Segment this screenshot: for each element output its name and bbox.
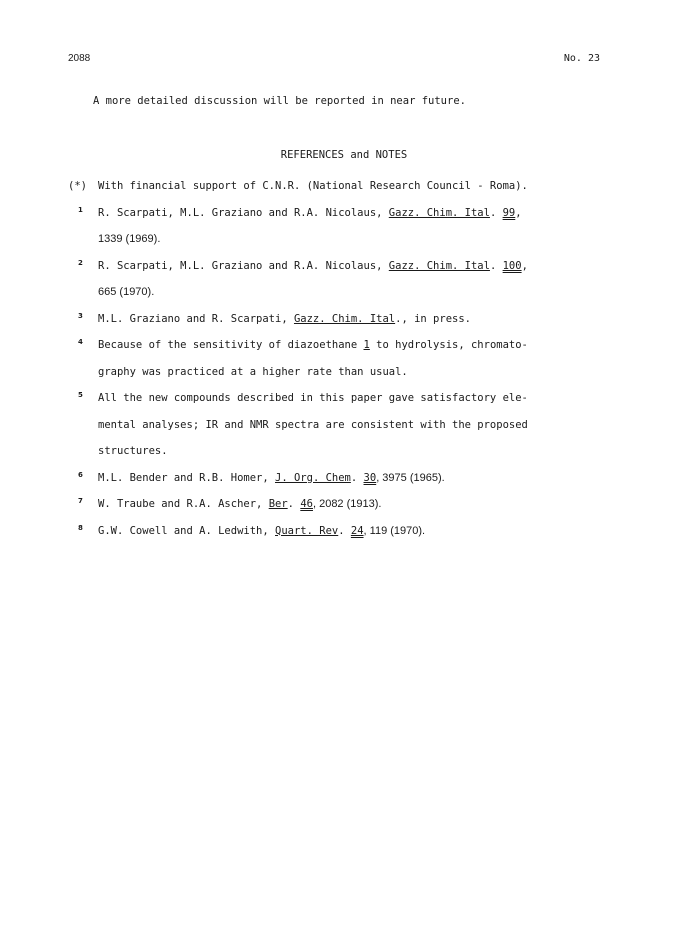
reference-authors: M.L. Bender and R.B. Homer, [98, 471, 276, 484]
reference-authors: W. Traube and R.A. Ascher, [98, 498, 269, 510]
reference-punct: , [515, 206, 522, 219]
journal-name: J. Org. Chem [275, 471, 351, 484]
reference-rest: , 119 (1970). [363, 524, 426, 537]
reference-authors: R. Scarpati, M.L. Graziano and R.A. Nicolaus, [98, 206, 389, 219]
reference-text: With financial support of C.N.R. (National Research Council - Roma). [98, 180, 528, 192]
reference-6 [68, 472, 588, 499]
reference-line [98, 339, 588, 366]
journal-volume: 30 [363, 471, 377, 484]
reference-line [98, 472, 588, 499]
journal-name: Quart. Rev [275, 524, 339, 537]
reference-star [68, 180, 588, 207]
reference-authors: M.L. Graziano and R. Scarpati, [98, 312, 294, 325]
journal-name: Ber [268, 498, 288, 510]
reference-pages: 1339 (1969). [98, 233, 161, 245]
journal-name: Gazz. Chim. Ital [293, 312, 396, 325]
reference-label: 2 [78, 258, 83, 267]
issue-number: No. 23 [563, 53, 600, 64]
page-number: 2088 [68, 53, 91, 64]
reference-line: All the new compounds described in this paper gave satisfactory ele- [98, 392, 528, 404]
reference-line [98, 207, 588, 234]
reference-rest: , 2082 (1913). [312, 498, 382, 510]
reference-label: 5 [78, 391, 83, 399]
references-list [68, 180, 588, 551]
reference-label: 1 [78, 205, 83, 214]
reference-punct: . [287, 498, 301, 510]
reference-line [98, 313, 588, 340]
reference-line [98, 498, 588, 525]
reference-pages: 665 (1970). [98, 286, 155, 298]
journal-volume: 100 [502, 259, 522, 272]
reference-text: Because of the sensitivity of diazoethane [98, 339, 364, 351]
reference-label: 7 [78, 497, 83, 505]
reference-line: graphy was practiced at a higher rate than usual. [98, 365, 408, 378]
reference-rest: ., in press. [395, 312, 471, 325]
journal-name: Gazz. Chim. Ital [388, 259, 490, 272]
reference-text: to hydrolysis, chromato- [369, 339, 528, 351]
reference-authors: R. Scarpati, M.L. Graziano and R.A. Nicolaus, [98, 259, 389, 272]
reference-punct: . [489, 259, 503, 272]
reference-label: 6 [78, 470, 83, 479]
reference-1 [68, 207, 588, 260]
reference-punct: . [350, 471, 364, 484]
reference-5 [68, 392, 588, 472]
journal-volume: 99 [502, 206, 516, 219]
compound-number: 1 [363, 339, 370, 351]
reference-8 [68, 525, 588, 552]
reference-line: mental analyses; IR and NMR spectra are consistent with the proposed [98, 418, 528, 431]
reference-line [98, 260, 588, 287]
reference-7 [68, 498, 588, 525]
journal-name: Gazz. Chim. Ital [388, 206, 490, 219]
reference-label: 4 [78, 338, 83, 346]
reference-punct: . [338, 524, 351, 537]
reference-label: (*) [68, 180, 87, 192]
reference-punct: , [521, 259, 528, 272]
reference-line: structures. [98, 445, 168, 457]
reference-rest: , 3975 (1965). [376, 471, 445, 484]
references-heading: REFERENCES and NOTES [280, 149, 408, 161]
reference-3 [68, 313, 588, 340]
journal-volume: 24 [350, 524, 364, 537]
reference-4 [68, 339, 588, 392]
journal-volume: 46 [300, 498, 313, 510]
reference-label: 3 [78, 311, 83, 320]
reference-line [98, 525, 588, 552]
reference-label: 8 [78, 523, 83, 532]
reference-2 [68, 260, 588, 313]
intro-sentence: A more detailed discussion will be reported in near future. [93, 95, 466, 107]
reference-authors: G.W. Cowell and A. Ledwith, [98, 524, 276, 537]
reference-punct: . [489, 206, 503, 219]
